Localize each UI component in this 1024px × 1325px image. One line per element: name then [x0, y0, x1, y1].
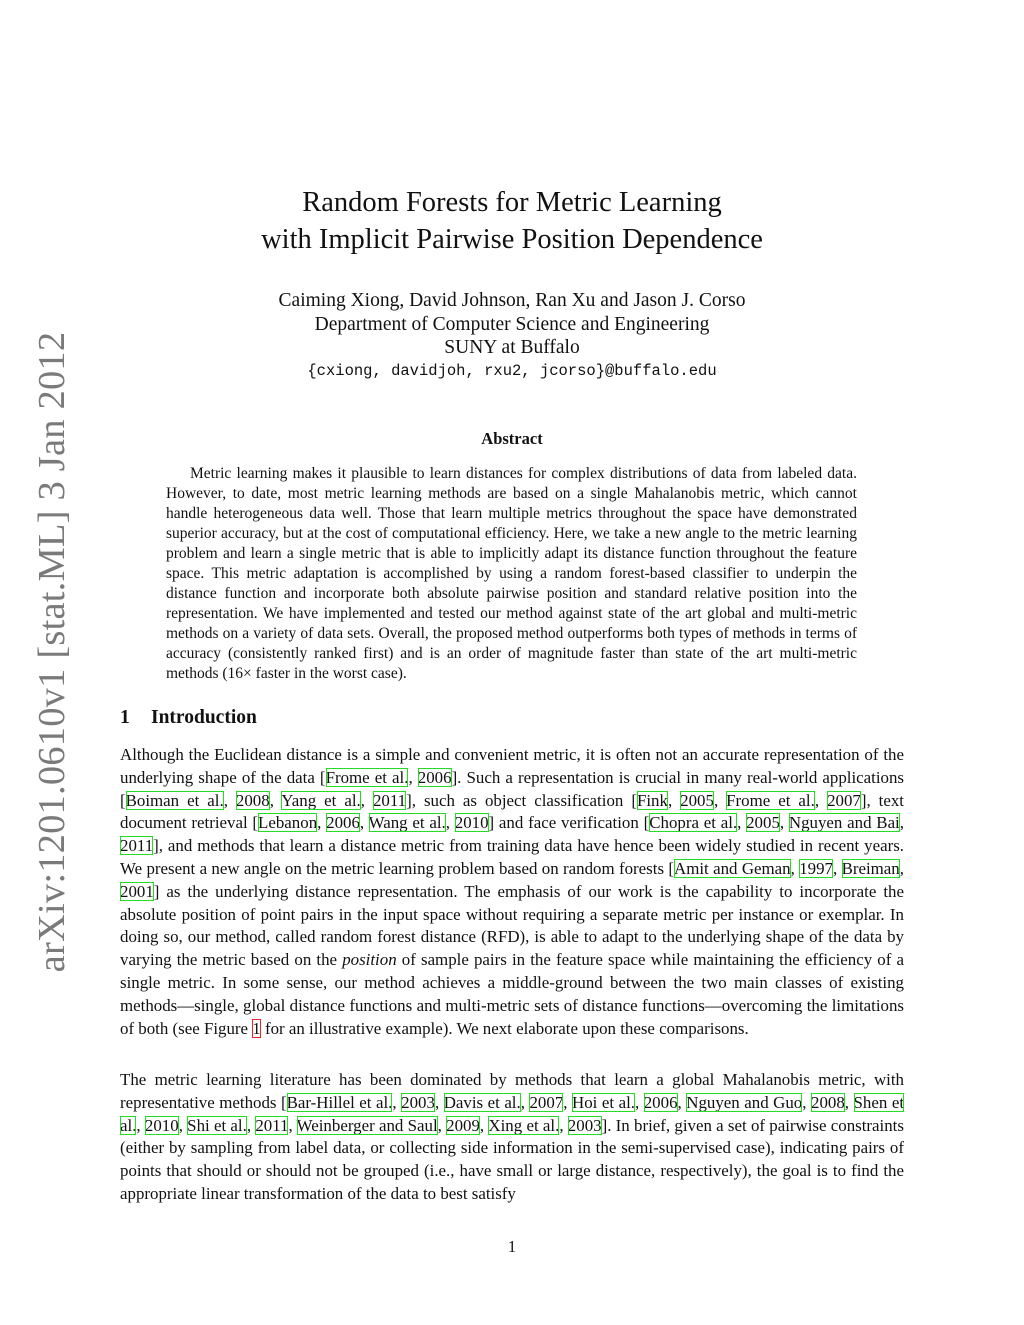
citation-link[interactable]: 2008 [235, 790, 270, 810]
citation-link[interactable]: Boiman et al. [125, 790, 224, 810]
text-run: , [667, 790, 681, 810]
text-run: , [479, 1115, 489, 1135]
text-run: , [899, 858, 904, 878]
citation-link[interactable]: Breiman [841, 858, 900, 878]
citation-link[interactable]: 2010 [454, 813, 489, 833]
text-run: , [677, 1092, 687, 1112]
citation-link[interactable]: 2011 [255, 1115, 289, 1135]
section-title: Introduction [151, 707, 257, 728]
citation-link[interactable]: 2001 [120, 881, 154, 901]
citation-link[interactable]: 2005 [680, 790, 714, 810]
citation-link[interactable]: 1997 [799, 858, 833, 878]
citation-link[interactable]: Chopra et al. [649, 813, 738, 833]
text-run: , [392, 1092, 402, 1112]
text-run: ], and methods that learn a distance metric from training data have hence been widely studied in recent years. We present a new angle on the metric learning problem based on random forests [ [120, 836, 904, 878]
citation-link[interactable]: 2006 [643, 1092, 678, 1112]
paper-title [0, 184, 1024, 258]
text-run: , [360, 790, 373, 810]
title-line-2: with Implicit Pairwise Position Dependence [261, 224, 763, 255]
author-names: Caiming Xiong, David Johnson, Ran Xu and Jason J. Corso [278, 290, 746, 311]
text-run: , [269, 790, 282, 810]
citation-link[interactable]: 2011 [372, 790, 407, 810]
author-department: Department of Computer Science and Engineering [314, 313, 710, 335]
citation-link[interactable]: 2005 [746, 813, 780, 833]
page-number: 1 [507, 1237, 517, 1256]
text-run: , [634, 1092, 644, 1112]
intro-paragraph-2 [120, 1069, 904, 1206]
citation-link[interactable]: 2008 [811, 1092, 845, 1112]
text-run: , [437, 1115, 447, 1135]
text-run: , [713, 790, 727, 810]
citation-link[interactable]: 2007 [529, 1092, 564, 1112]
text-run: ], text document retrieval [ [120, 790, 905, 833]
text-run: , [814, 790, 828, 810]
citation-link[interactable]: Davis et al. [443, 1092, 521, 1112]
text-run: ]. In brief, given a set of pairwise constraints (either by sampling from label data, or collecting side information in the semi-supervised case), indicating pairs of points that should or should not be grouped (i.e., have small or large distance, respectively), the goal is to find the appropriate linear transformation of the data to best satisfy [120, 1115, 904, 1203]
figure-reference-link[interactable]: 1 [252, 1018, 261, 1038]
title-line-1: Random Forests for Metric Learning [302, 187, 722, 218]
intro-paragraph-1 [120, 744, 904, 1040]
text-run: , [790, 858, 800, 878]
emphasis-text: position [342, 950, 397, 970]
text-run: , [563, 1092, 573, 1112]
author-institution: SUNY at Buffalo [444, 337, 580, 358]
citation-link[interactable]: 2003 [567, 1115, 602, 1135]
citation-link[interactable]: 2006 [326, 813, 360, 833]
author-email: {cxiong, davidjoh, rxu2, jcorso}@buffalo.edu [307, 361, 717, 380]
citation-link[interactable]: Nguyen and Bai [788, 813, 900, 833]
citation-link[interactable]: 2006 [417, 767, 452, 787]
citation-link[interactable]: Hoi et al. [572, 1092, 635, 1112]
text-run: , [445, 813, 455, 833]
citation-link[interactable]: Yang et al. [281, 790, 361, 810]
section-heading [120, 707, 257, 729]
text-run: , [737, 813, 747, 833]
text-run: , [359, 813, 369, 833]
text-run: , [223, 790, 236, 810]
text-run: for an illustrative example). We next elaborate upon these comparisons. [260, 1018, 749, 1038]
citation-link[interactable]: 2010 [144, 1115, 179, 1135]
citation-link[interactable]: 2007 [827, 790, 861, 810]
text-run: , [317, 813, 327, 833]
text-run: , [779, 813, 789, 833]
text-run: , [802, 1092, 811, 1112]
text-run: , [434, 1092, 444, 1112]
citation-link[interactable]: Fink [636, 790, 668, 810]
citation-link[interactable]: Amit and Geman [674, 858, 791, 878]
citation-link[interactable]: Nguyen and Guo [686, 1092, 803, 1112]
text-run: , [288, 1115, 297, 1135]
citation-link[interactable]: 2003 [401, 1092, 435, 1112]
text-run: ] and face verification [ [488, 813, 650, 833]
text-run: , [178, 1115, 188, 1135]
citation-link[interactable]: Bar-Hillel et al. [286, 1092, 393, 1112]
citation-link[interactable]: Xing et al. [488, 1115, 560, 1135]
text-run: , [899, 813, 904, 833]
citation-link[interactable]: 2011 [120, 836, 154, 856]
text-run: ]. Such a representation is crucial in many real-world applications [ [120, 767, 905, 810]
text-run: , [520, 1092, 530, 1112]
text-run: , [844, 1092, 854, 1112]
citation-link[interactable]: Weinberger and Saul [296, 1115, 438, 1135]
text-run: , [408, 767, 418, 787]
text-run: ], such as object classification [ [406, 790, 637, 810]
citation-link[interactable]: Frome et al. [726, 790, 815, 810]
citation-link[interactable]: Frome et al. [325, 767, 409, 787]
citation-link[interactable]: Shi et al. [187, 1115, 247, 1135]
abstract-heading: Abstract [481, 429, 543, 448]
text-run: , [559, 1115, 568, 1135]
abstract-text: Metric learning makes it plausible to learn distances for complex distributions of data from labeled data. However, to date, most metric learning methods are based on a single Mahalanobis metric, which cannot handle heterogeneous data well. Those that learn multiple metrics throughout the space have demonstrated superior accuracy, but at the cost of computational efficiency. Here, we take a new angle to the metric learning problem and learn a single metric that is able to implicitly adapt its distance function throughout the feature space. This metric adaptation is accomplished by using a random forest-based classifier to underpin the distance function and incorporate both absolute pairwise position and standard relative position into the representation. We have implemented and tested our method against state of the art global and multi-metric methods on a variety of data sets. Overall, the proposed method outperforms both types of methods in terms of accuracy (consistently ranked first) and is an order of magnitude faster than state of the art multi-metric methods (16× faster in the worst case). [166, 465, 857, 682]
text-run: of sample pairs in the feature space while maintaining the efficiency of a single metric. In some sense, our method achieves a middle-ground between the two main classes of existing methods—single, global distance functions and multi-metric sets of distance functions—overcoming the limitations of both (see Figure [120, 950, 904, 1038]
arxiv-identifier-stamp: arXiv:1201.0610v1 [stat.ML] 3 Jan 2012 [31, 331, 73, 973]
citation-link[interactable]: Shen et al. [120, 1092, 905, 1135]
text-run: , [246, 1115, 256, 1135]
text-run: Although the Euclidean distance is a simple and convenient metric, it is often not an accurate representation of the underlying shape of the data [ [120, 745, 904, 787]
text-run: The metric learning literature has been dominated by methods that learn a global Mahalanobis metric, with representative methods [ [120, 1070, 904, 1112]
text-run: , [833, 858, 842, 878]
text-run: ] as the underlying distance representation. The emphasis of our work is the capability to incorporate the absolute position of point pairs in the input space without requiring a separate metric per instance or exemplar. In doing so, our method, called random forest distance (RFD), is able to adapt to the underlying shape of the data by varying the metric based on the [120, 881, 904, 970]
author-block [0, 289, 1024, 383]
text-run: , [136, 1115, 145, 1135]
section-number: 1 [120, 707, 130, 728]
citation-link[interactable]: Lebanon [258, 813, 318, 833]
citation-link[interactable]: 2009 [446, 1115, 480, 1135]
citation-link[interactable]: Wang et al. [368, 813, 446, 833]
